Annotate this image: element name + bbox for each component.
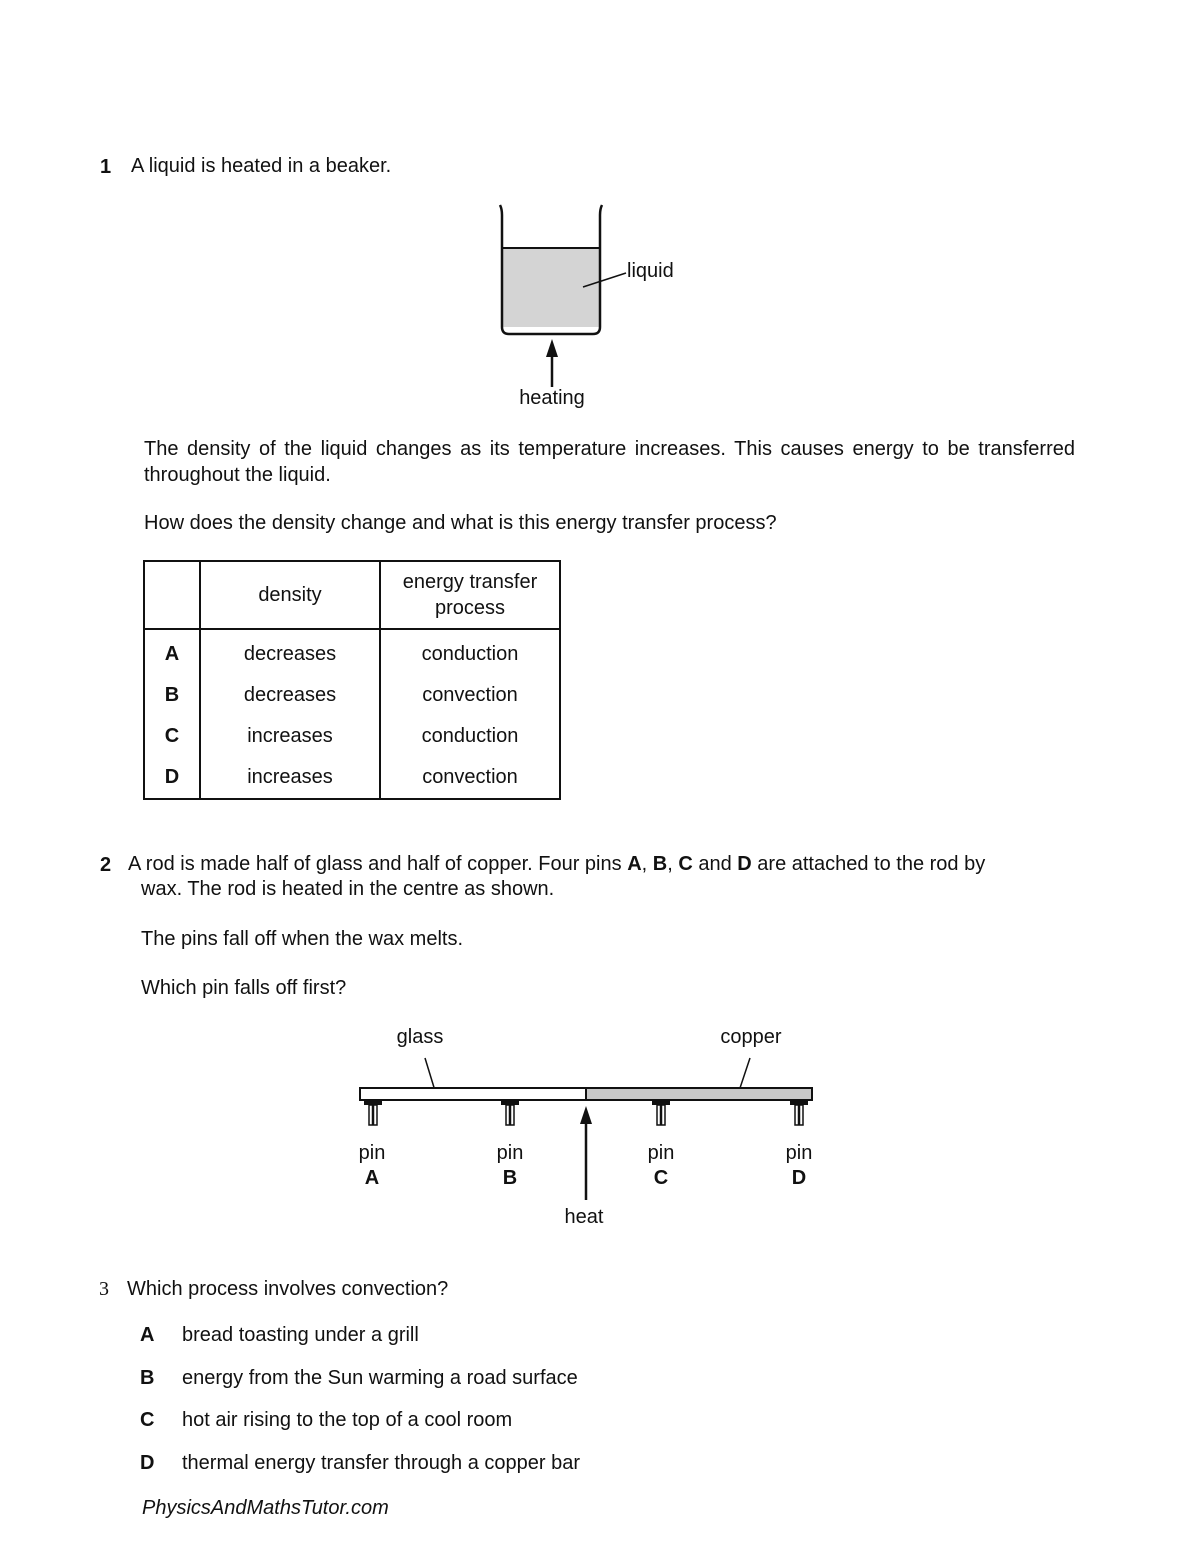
option-b-letter: B <box>140 1367 155 1389</box>
row-letter: A <box>144 629 200 675</box>
table-header-process <box>380 561 560 629</box>
option-c-text: hot air rising to the top of a cool room <box>182 1409 513 1431</box>
glass-half <box>360 1088 586 1100</box>
liquid-label: liquid <box>627 260 674 282</box>
pin-d-ref: D <box>737 853 752 875</box>
glass-label: glass <box>396 1026 444 1048</box>
rod-diagram <box>340 1020 840 1240</box>
option-a-text: bread toasting under a grill <box>182 1324 419 1346</box>
option-d-text: thermal energy transfer through a copper bar <box>182 1452 580 1474</box>
row-process: conduction <box>380 629 560 675</box>
copper-label: copper <box>720 1026 782 1048</box>
row-process: convection <box>380 757 560 799</box>
table-row <box>144 629 560 675</box>
stem-sep: and <box>692 853 738 875</box>
question-2-number: 2 <box>100 854 112 876</box>
option-d-letter: D <box>140 1452 155 1474</box>
pin-b-word: pin <box>496 1142 524 1164</box>
row-letter: B <box>144 675 200 716</box>
table-header-density: density <box>200 561 380 629</box>
question-1-paragraph: The density of the liquid changes as its temperature increases. This causes energy to be transferred throughout the liquid. <box>144 438 1075 486</box>
option-a-letter: A <box>140 1324 155 1346</box>
table-header-blank <box>144 561 200 629</box>
option-c-letter: C <box>140 1409 155 1431</box>
pin-a-word: pin <box>358 1142 386 1164</box>
stem-text: are attached to the rod by <box>751 853 986 875</box>
row-letter: C <box>144 716 200 757</box>
question-1-number: 1 <box>100 156 112 178</box>
question-2-question: Which pin falls off first? <box>141 977 347 999</box>
table-row <box>144 675 560 716</box>
stem-sep: , <box>667 853 679 875</box>
table-row <box>144 716 560 757</box>
copper-half <box>586 1088 812 1100</box>
pin-b <box>501 1100 519 1125</box>
pin-d <box>790 1100 808 1125</box>
table-header-process-text: energy transfer process <box>402 571 538 619</box>
heating-arrow-head <box>546 339 558 357</box>
question-3-number: 3 <box>99 1278 109 1300</box>
pin-d-letter: D <box>791 1167 807 1189</box>
question-2-paragraph: The pins fall off when the wax melts. <box>141 928 464 950</box>
question-1-question: How does the density change and what is this energy transfer process? <box>144 512 777 534</box>
pin-a <box>364 1100 382 1125</box>
footer-site-name: PhysicsAndMathsTutor.com <box>142 1497 389 1519</box>
row-density: decreases <box>200 629 380 675</box>
beaker-diagram <box>480 195 740 415</box>
pin-c-letter: C <box>653 1167 669 1189</box>
pin-c-word: pin <box>647 1142 675 1164</box>
heat-label: heat <box>564 1206 604 1228</box>
pin-d-word: pin <box>785 1142 813 1164</box>
pin-b-ref: B <box>652 853 668 875</box>
row-process: convection <box>380 675 560 716</box>
row-process: conduction <box>380 716 560 757</box>
pin-a-ref: A <box>627 853 642 875</box>
row-density: increases <box>200 716 380 757</box>
question-2-stem-line2: wax. The rod is heated in the centre as shown. <box>141 878 555 900</box>
heating-label: heating <box>519 387 585 409</box>
pin-a-letter: A <box>364 1167 380 1189</box>
pin-c <box>652 1100 670 1125</box>
question-3-question: Which process involves convection? <box>127 1278 449 1300</box>
option-b-text: energy from the Sun warming a road surface <box>182 1367 578 1389</box>
beaker-liquid <box>503 248 599 327</box>
table-row <box>144 757 560 799</box>
stem-sep: , <box>641 853 653 875</box>
heat-arrow-head <box>580 1106 592 1124</box>
row-density: decreases <box>200 675 380 716</box>
question-1-stem: A liquid is heated in a beaker. <box>131 155 392 177</box>
row-density: increases <box>200 757 380 799</box>
pin-b-letter: B <box>502 1167 518 1189</box>
answer-table <box>143 560 561 800</box>
stem-text: A rod is made half of glass and half of copper. Four pins <box>128 853 628 875</box>
row-letter: D <box>144 757 200 799</box>
question-2-stem-line1 <box>128 851 985 877</box>
pin-c-ref: C <box>678 853 693 875</box>
